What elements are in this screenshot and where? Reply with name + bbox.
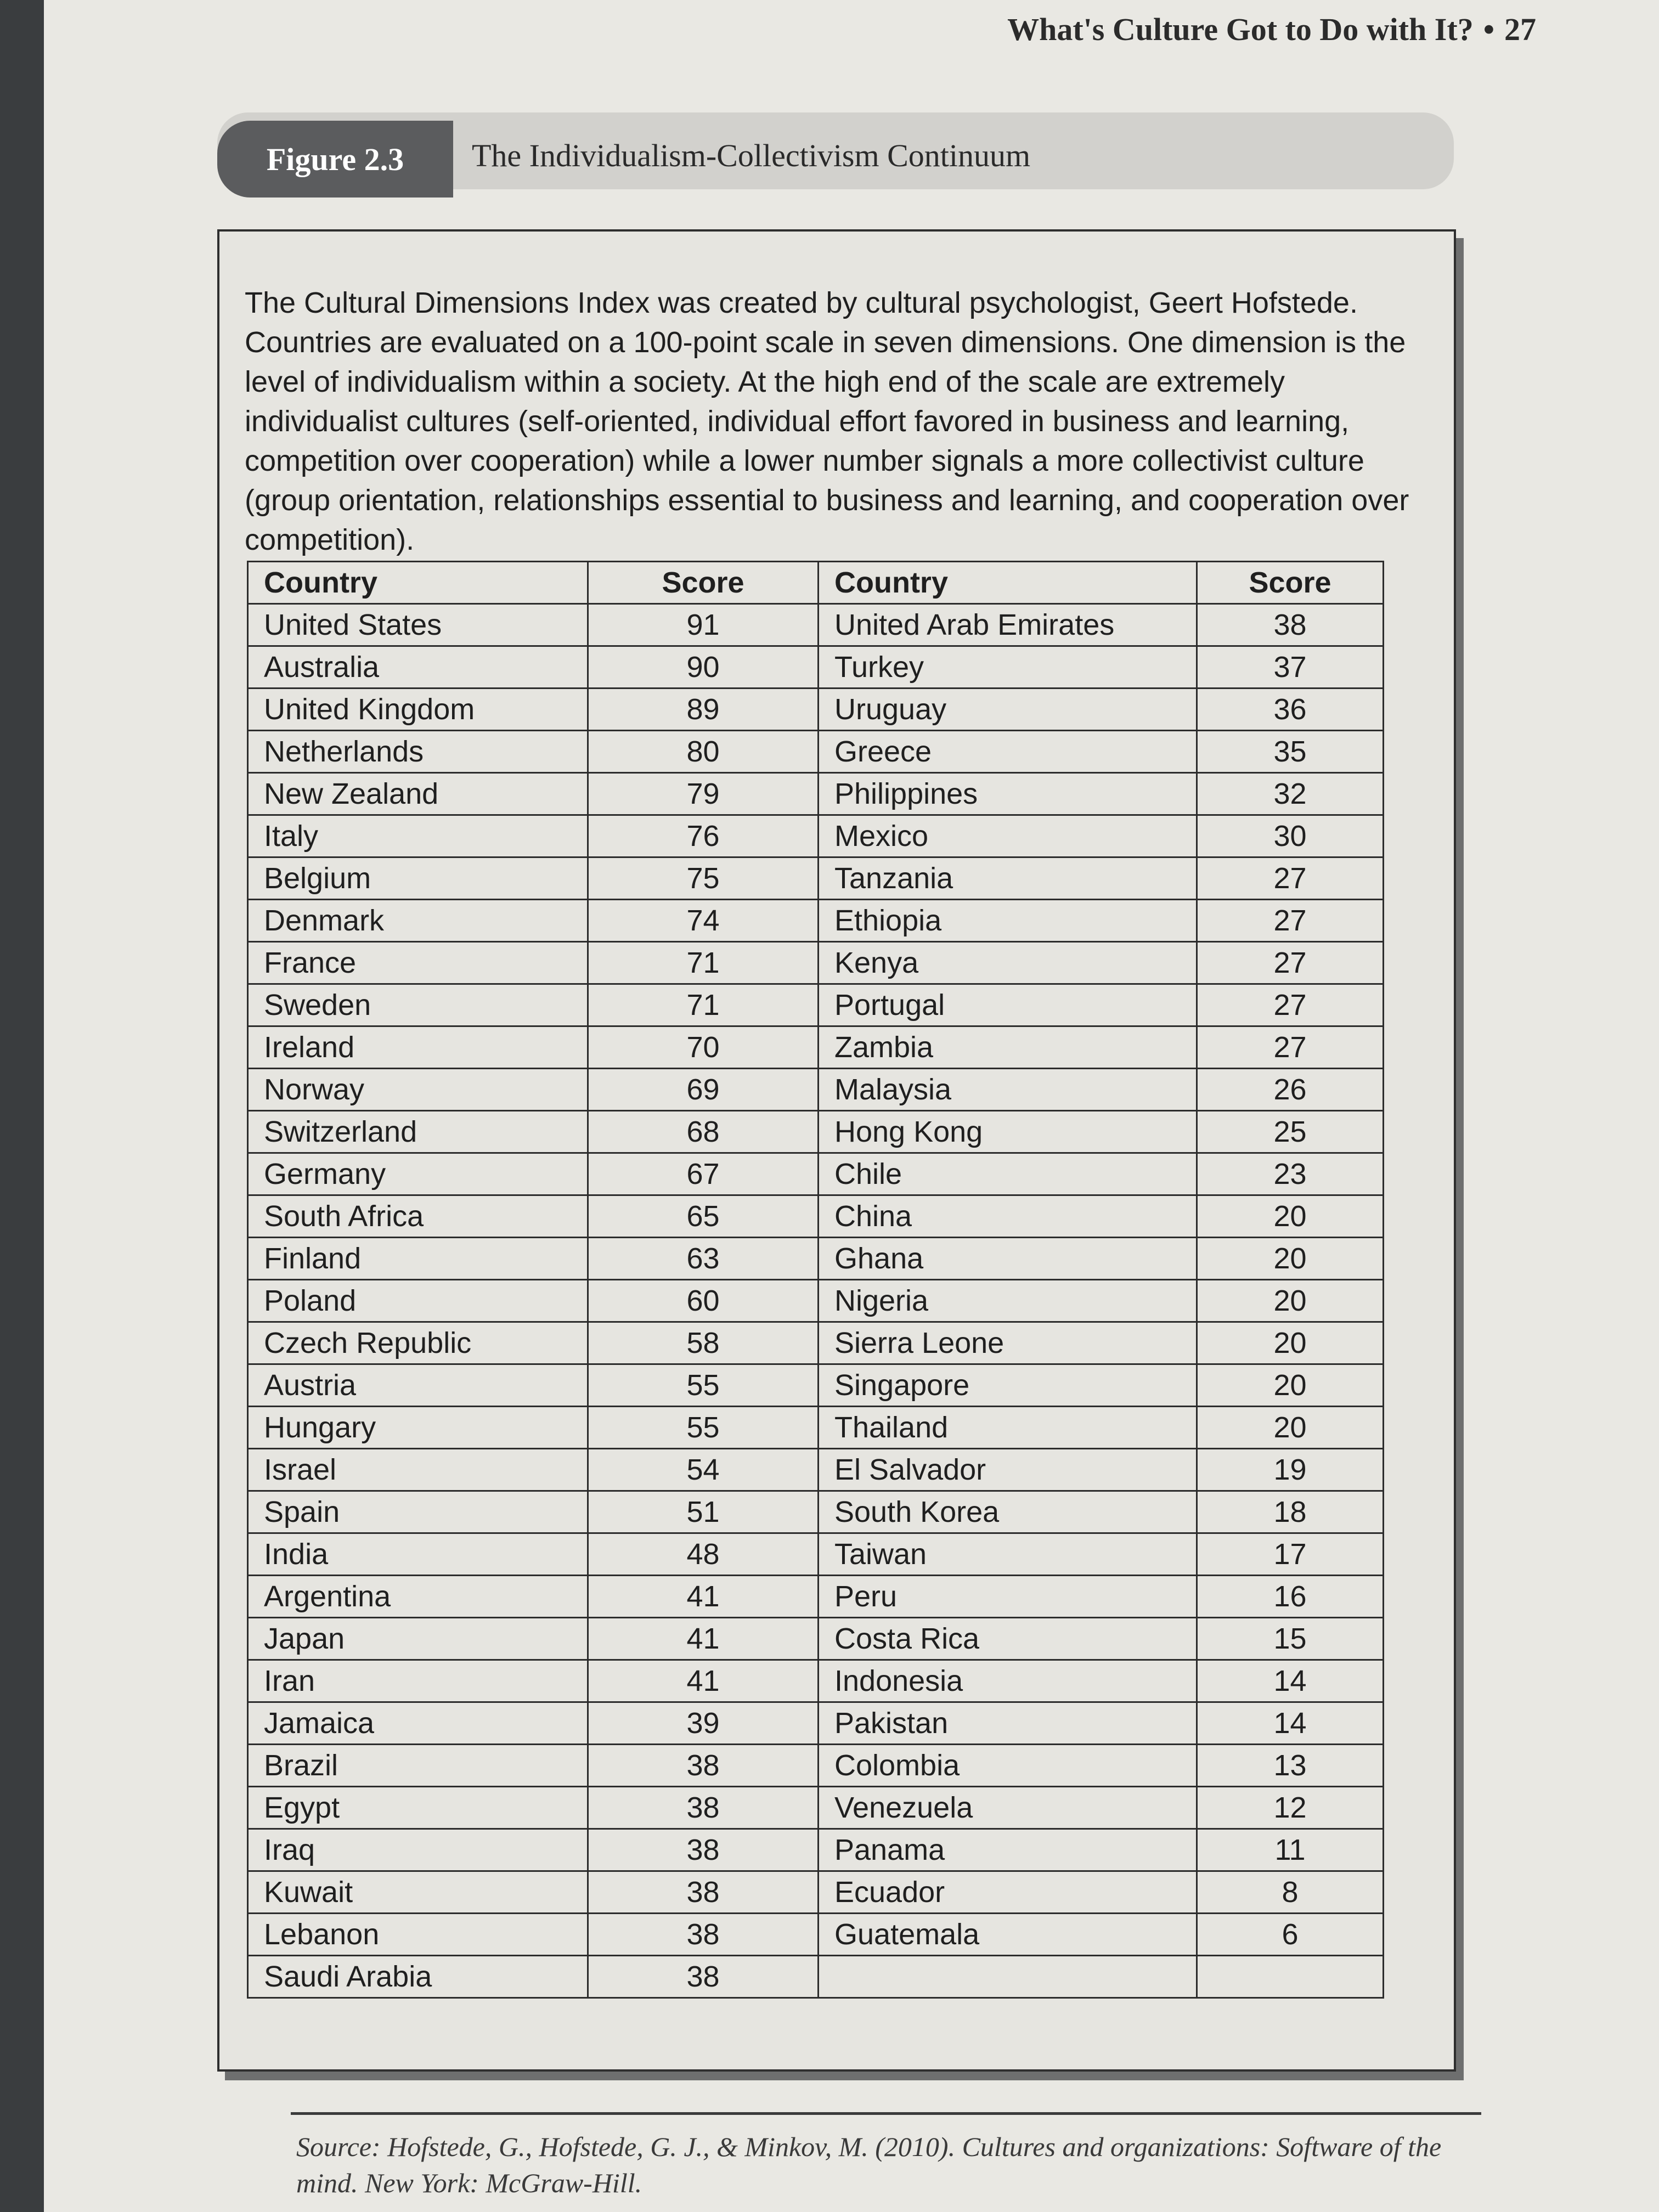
score-left-cell: 70: [588, 1026, 819, 1069]
country-left-cell: Switzerland: [248, 1111, 588, 1153]
table-row: [248, 984, 1384, 1026]
country-left-cell: Hungary: [248, 1407, 588, 1449]
country-right-cell: Indonesia: [819, 1660, 1197, 1702]
country-left-cell: United Kingdom: [248, 689, 588, 731]
country-left-cell: Kuwait: [248, 1871, 588, 1914]
country-left-cell: Denmark: [248, 900, 588, 942]
country-right-cell: Peru: [819, 1576, 1197, 1618]
table-row: [248, 1449, 1384, 1491]
score-right-cell: 12: [1197, 1787, 1384, 1829]
country-right-cell: Zambia: [819, 1026, 1197, 1069]
score-left-cell: 68: [588, 1111, 819, 1153]
table-row: [248, 646, 1384, 689]
score-right-cell: 23: [1197, 1153, 1384, 1195]
score-right-cell: 27: [1197, 984, 1384, 1026]
score-right-cell: 13: [1197, 1745, 1384, 1787]
country-left-cell: Egypt: [248, 1787, 588, 1829]
table-row: [248, 1407, 1384, 1449]
score-right-cell: 19: [1197, 1449, 1384, 1491]
score-left-cell: 38: [588, 1829, 819, 1871]
table-row: [248, 900, 1384, 942]
table-row: [248, 1745, 1384, 1787]
running-head-title: What's Culture Got to Do with It?: [1007, 12, 1474, 47]
score-left-cell: 80: [588, 731, 819, 773]
country-left-cell: Saudi Arabia: [248, 1956, 588, 1998]
score-left-cell: 91: [588, 604, 819, 646]
country-right-cell: Ecuador: [819, 1871, 1197, 1914]
figure-number-tab: [217, 121, 453, 198]
country-right-cell: Ethiopia: [819, 900, 1197, 942]
score-right-cell: 38: [1197, 604, 1384, 646]
country-right-cell: Greece: [819, 731, 1197, 773]
country-left-cell: Netherlands: [248, 731, 588, 773]
score-right-cell: 25: [1197, 1111, 1384, 1153]
table-row: [248, 1533, 1384, 1576]
figure-number: Figure 2.3: [266, 141, 404, 177]
score-left-cell: 41: [588, 1660, 819, 1702]
country-right-cell: Philippines: [819, 773, 1197, 815]
country-right-cell: Panama: [819, 1829, 1197, 1871]
table-row: [248, 1111, 1384, 1153]
score-right-cell: 11: [1197, 1829, 1384, 1871]
table-row: [248, 1280, 1384, 1322]
score-right-cell: 14: [1197, 1702, 1384, 1745]
score-left-cell: 71: [588, 984, 819, 1026]
country-left-cell: New Zealand: [248, 773, 588, 815]
country-left-cell: Finland: [248, 1238, 588, 1280]
table-row: [248, 1153, 1384, 1195]
score-right-cell: 15: [1197, 1618, 1384, 1660]
country-right-cell: El Salvador: [819, 1449, 1197, 1491]
score-left-cell: 79: [588, 773, 819, 815]
table-row: [248, 1322, 1384, 1364]
score-left-cell: 90: [588, 646, 819, 689]
country-right-cell: Tanzania: [819, 857, 1197, 900]
table-row: [248, 604, 1384, 646]
country-right-cell: Turkey: [819, 646, 1197, 689]
country-right-cell: Thailand: [819, 1407, 1197, 1449]
country-right-cell: Colombia: [819, 1745, 1197, 1787]
score-left-cell: 65: [588, 1195, 819, 1238]
country-left-cell: India: [248, 1533, 588, 1576]
score-left-cell: 38: [588, 1745, 819, 1787]
country-right-cell: Pakistan: [819, 1702, 1197, 1745]
table-row: [248, 942, 1384, 984]
table-row: [248, 1914, 1384, 1956]
book-page: [44, 0, 1659, 2212]
country-left-cell: Australia: [248, 646, 588, 689]
score-left-cell: 74: [588, 900, 819, 942]
table-row: [248, 773, 1384, 815]
country-left-cell: Norway: [248, 1069, 588, 1111]
country-right-cell: Hong Kong: [819, 1111, 1197, 1153]
country-left-cell: Argentina: [248, 1576, 588, 1618]
table-header-row: [248, 562, 1384, 604]
country-left-cell: Brazil: [248, 1745, 588, 1787]
figure-box: [217, 229, 1456, 2072]
figure-title: The Individualism-Collectivism Continuum: [472, 138, 1031, 173]
score-right-cell: 20: [1197, 1407, 1384, 1449]
header-country-left: Country: [248, 562, 588, 604]
country-right-cell: Ghana: [819, 1238, 1197, 1280]
score-left-cell: 55: [588, 1407, 819, 1449]
country-left-cell: South Africa: [248, 1195, 588, 1238]
country-right-cell: Portugal: [819, 984, 1197, 1026]
country-right-cell: Malaysia: [819, 1069, 1197, 1111]
country-left-cell: Italy: [248, 815, 588, 857]
score-right-cell: 35: [1197, 731, 1384, 773]
score-left-cell: 38: [588, 1914, 819, 1956]
table-row: [248, 731, 1384, 773]
table-row: [248, 1364, 1384, 1407]
score-right-cell: 36: [1197, 689, 1384, 731]
score-right-cell: 27: [1197, 1026, 1384, 1069]
source-citation: Source: Hofstede, G., Hofstede, G. J., & Minkov, M. (2010). Cultures and organizations: Software of the mind. New York: McGraw-Hill.: [296, 2131, 1442, 2198]
country-right-cell: Costa Rica: [819, 1618, 1197, 1660]
score-right-cell: 37: [1197, 646, 1384, 689]
table-row: [248, 1787, 1384, 1829]
score-right-cell: 27: [1197, 900, 1384, 942]
score-right-cell: 20: [1197, 1280, 1384, 1322]
country-right-cell: Venezuela: [819, 1787, 1197, 1829]
score-left-cell: 55: [588, 1364, 819, 1407]
country-left-cell: Iran: [248, 1660, 588, 1702]
score-left-cell: 69: [588, 1069, 819, 1111]
score-left-cell: 39: [588, 1702, 819, 1745]
country-left-cell: Israel: [248, 1449, 588, 1491]
score-right-cell: 16: [1197, 1576, 1384, 1618]
country-right-cell: [819, 1956, 1197, 1998]
score-right-cell: 20: [1197, 1238, 1384, 1280]
score-right-cell: 8: [1197, 1871, 1384, 1914]
score-left-cell: 67: [588, 1153, 819, 1195]
header-country-right: Country: [819, 562, 1197, 604]
score-right-cell: 27: [1197, 942, 1384, 984]
source-rule: [291, 2112, 1481, 2115]
table-row: [248, 1026, 1384, 1069]
page-number: 27: [1504, 12, 1536, 47]
country-right-cell: Uruguay: [819, 689, 1197, 731]
score-left-cell: 38: [588, 1871, 819, 1914]
country-right-cell: China: [819, 1195, 1197, 1238]
table-row: [248, 857, 1384, 900]
country-right-cell: Singapore: [819, 1364, 1197, 1407]
score-left-cell: 71: [588, 942, 819, 984]
score-left-cell: 58: [588, 1322, 819, 1364]
country-right-cell: Sierra Leone: [819, 1322, 1197, 1364]
score-right-cell: 18: [1197, 1491, 1384, 1533]
country-left-cell: France: [248, 942, 588, 984]
score-right-cell: 20: [1197, 1322, 1384, 1364]
score-right-cell: 14: [1197, 1660, 1384, 1702]
score-right-cell: 20: [1197, 1195, 1384, 1238]
country-left-cell: Czech Republic: [248, 1322, 588, 1364]
table-row: [248, 1956, 1384, 1998]
score-right-cell: 20: [1197, 1364, 1384, 1407]
table-row: [248, 689, 1384, 731]
table-row: [248, 1576, 1384, 1618]
table-row: [248, 1871, 1384, 1914]
score-left-cell: 63: [588, 1238, 819, 1280]
score-left-cell: 41: [588, 1618, 819, 1660]
individualism-score-table: [247, 561, 1384, 1999]
country-right-cell: Chile: [819, 1153, 1197, 1195]
country-left-cell: Japan: [248, 1618, 588, 1660]
country-left-cell: Germany: [248, 1153, 588, 1195]
country-left-cell: Ireland: [248, 1026, 588, 1069]
country-left-cell: Jamaica: [248, 1702, 588, 1745]
country-left-cell: Poland: [248, 1280, 588, 1322]
score-right-cell: 6: [1197, 1914, 1384, 1956]
score-left-cell: 48: [588, 1533, 819, 1576]
country-left-cell: Belgium: [248, 857, 588, 900]
score-left-cell: 76: [588, 815, 819, 857]
country-right-cell: South Korea: [819, 1491, 1197, 1533]
country-left-cell: Austria: [248, 1364, 588, 1407]
score-left-cell: 75: [588, 857, 819, 900]
table-row: [248, 1491, 1384, 1533]
score-right-cell: 30: [1197, 815, 1384, 857]
country-right-cell: Mexico: [819, 815, 1197, 857]
intro-paragraph: The Cultural Dimensions Index was created by cultural psychologist, Geert Hofstede. Countries are evaluated on a 100-point scale in seven dimensions. One dimension is the level of individualism within a society. At the high end of the scale are extremely individualist cultures (self-oriented, individual effort favored in business and learning, competition over cooperation) while a lower number signals a more collectivist culture (group orientation, relationships essential to business and learning, and cooperation over competition).: [245, 286, 1409, 556]
country-left-cell: Sweden: [248, 984, 588, 1026]
table-row: [248, 1702, 1384, 1745]
country-right-cell: United Arab Emirates: [819, 604, 1197, 646]
table-row: [248, 815, 1384, 857]
country-right-cell: Taiwan: [819, 1533, 1197, 1576]
score-right-cell: 27: [1197, 857, 1384, 900]
table-row: [248, 1660, 1384, 1702]
running-head-separator: •: [1483, 12, 1494, 47]
running-head: [823, 11, 1536, 48]
score-left-cell: 60: [588, 1280, 819, 1322]
country-left-cell: Spain: [248, 1491, 588, 1533]
country-left-cell: Iraq: [248, 1829, 588, 1871]
score-left-cell: 38: [588, 1787, 819, 1829]
country-left-cell: United States: [248, 604, 588, 646]
country-right-cell: Kenya: [819, 942, 1197, 984]
score-left-cell: 41: [588, 1576, 819, 1618]
table-row: [248, 1618, 1384, 1660]
country-right-cell: Guatemala: [819, 1914, 1197, 1956]
score-right-cell: [1197, 1956, 1384, 1998]
score-right-cell: 26: [1197, 1069, 1384, 1111]
header-score-left: Score: [588, 562, 819, 604]
table-row: [248, 1069, 1384, 1111]
country-right-cell: Nigeria: [819, 1280, 1197, 1322]
score-left-cell: 89: [588, 689, 819, 731]
table-row: [248, 1238, 1384, 1280]
country-left-cell: Lebanon: [248, 1914, 588, 1956]
score-right-cell: 32: [1197, 773, 1384, 815]
table-row: [248, 1829, 1384, 1871]
score-left-cell: 38: [588, 1956, 819, 1998]
score-right-cell: 17: [1197, 1533, 1384, 1576]
score-left-cell: 54: [588, 1449, 819, 1491]
table-row: [248, 1195, 1384, 1238]
score-left-cell: 51: [588, 1491, 819, 1533]
header-score-right: Score: [1197, 562, 1384, 604]
